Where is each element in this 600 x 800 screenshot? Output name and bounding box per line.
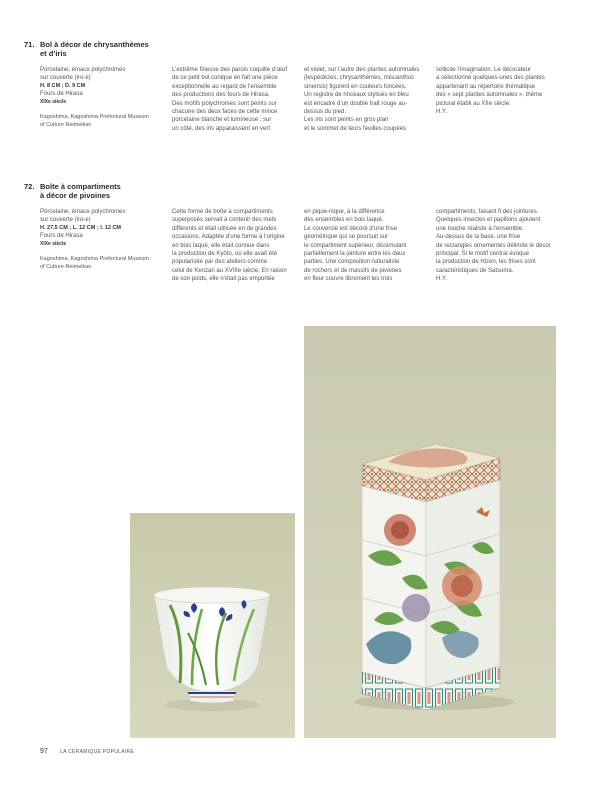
box-image [304,326,556,738]
running-title: LA CÉRAMIQUE POPULAIRE [60,749,135,755]
dimensions-text: H. 8 CM ; D. 9 CM [40,83,86,89]
entry-title: Bol à décor de chrysanthèmes et d’iris [40,40,149,58]
entry-meta [40,66,168,129]
entry-title: Boîte à compartiments à décor de pivoines [40,182,121,200]
material-text: Porcelaine, émaux polychromes sur couverte (iro-e) [40,209,126,223]
entry-number: 71. [24,40,35,49]
page-number: 97 [40,748,48,755]
dimensions-text: H. 27,5 CM ; L. 12 CM ; l. 12 CM [40,225,121,231]
box-photo [304,326,556,738]
text-column-1: L’extrême finesse des parois coquille d’œuf de ce petit bol conique en fait une pièce exceptionnelle au regard de l’ensemble des productions des fours de Hirasa. Des motifs polychromes sont peints sur chacune des deux faces de cette mince porcelaine blanche et lumineuse : sur un côté, des iris apparaissent en vert [172,67,288,132]
entry-number: 72. [24,182,35,191]
kiln-text: Fours de Hirasa [40,233,83,239]
collection-text: Kagoshima, Kagoshima Prefectural Museum of Culture Reimeikan [40,114,149,128]
collection-text: Kagoshima, Kagoshima Prefectural Museum of Culture Reimeikan [40,256,149,270]
entry-meta [40,208,168,271]
century-text: XIXe siècle [40,99,67,105]
bowl-image [130,513,295,738]
material-text: Porcelaine, émaux polychromes sur couverte (iro-e) [40,67,126,81]
century-text: XIXe siècle [40,241,67,247]
text-column-3: sollicite l’imagination. Le décorateur a sélectionné quelques-unes des plantes appartenant au répertoire thématique des « sept plantes automnales », thème pictural établi au XIIe siècle. H.Y. [436,67,545,116]
text-column-2: et violet, sur l’autre des plantes automnales (lespédèzes, chrysanthèmes, miscanthus sinensis) figurent en couleurs foncées. Un registre de rinceaux stylisés en bleu est encadré d’un double trait rouge au- dessus du pied. Les iris sont peints en gros plan et le sommet de leurs feuilles coupées [304,67,420,132]
bowl-photo [130,513,295,738]
text-column-1: Cette forme de boîte à compartiments superposés servait à contenir des mets différents et était utilisée en de grandes occasions. Adaptée d’une forme à l’origine en bois laqué, elle était connue dans la production de Kyōto, où elle avait été popularisée par des ateliers comme celui de Kenzan au XVIIIe siècle. En raison de son poids, elle n’était pas emportée [172,209,287,283]
kiln-text: Fours de Hirasa [40,91,83,97]
text-column-3: compartiments, faisant fi des jointures. Quelques insectes et papillons ajoutent une touche réaliste à l’ensemble. Au-dessus de la base, une frise de rectangles ornementés délimite le décor principal. Si le motif central évoque la production de Hizen, les frises sont caractéristiques de Satsuma. H.Y. [436,209,551,283]
text-column-2: en pique-nique, à la différence des ensembles en bois laqué. Le couvercle est décoré d’une frise géométrique qui se poursuit sur le compartiment supérieur, dissimulant partiellement la jointure entre les deux parties. Une composition naturaliste de rochers et de massifs de pivoines en fleur couvre librement les trois [304,209,407,283]
